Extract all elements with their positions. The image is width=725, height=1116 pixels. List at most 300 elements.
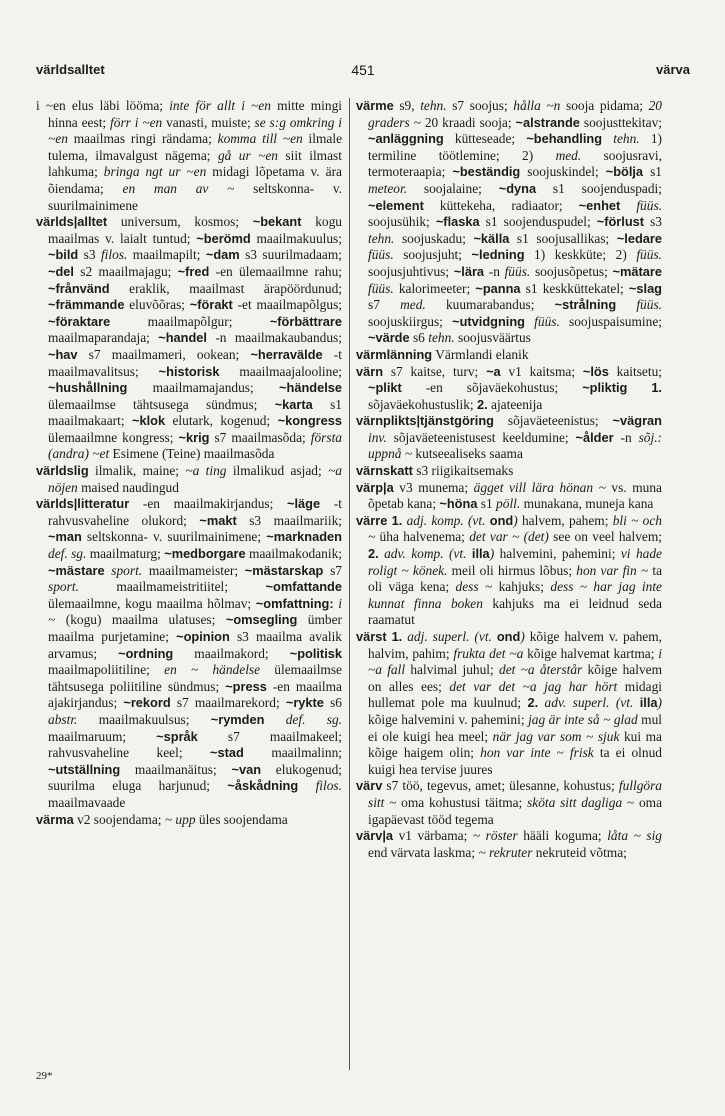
definition-text: -n maailmakaubandus; [206, 330, 342, 346]
definition-text: Värmlandi elanik [432, 346, 529, 362]
example-phrase: sport. [111, 562, 143, 578]
definition-text: v2 soojendama; [73, 811, 165, 827]
headword: värp|a [356, 479, 394, 495]
definition-text: eluvõõras; [124, 297, 190, 313]
definition-text: maailmaturg; [86, 546, 165, 562]
subentry: ~anläggning [368, 131, 444, 147]
subentry: ~marknaden [266, 529, 342, 545]
definition-text: maailmakord; [173, 645, 290, 661]
subentry: 1. [391, 512, 403, 528]
example-phrase: det ~a återstår [499, 662, 583, 678]
dictionary-entry [356, 413, 662, 463]
definition-text: s7 maailmasõda; [209, 429, 311, 445]
definition-text [627, 380, 651, 395]
definition-text: kalorimeeter; [393, 280, 476, 296]
definition-text: 1) termiline töötlemine; 2) [368, 131, 662, 163]
definition-text: end värvata laskma; [368, 844, 479, 860]
dictionary-entry [356, 98, 662, 347]
headword: världslig [36, 463, 89, 479]
subentry: ~ledning [471, 247, 525, 263]
subentry: ~dam [205, 247, 240, 263]
example-phrase: filos. [315, 778, 342, 794]
definition-text: -en sõjaväekohustus; [401, 380, 583, 396]
definition-text: s1 soojenduspadi; [536, 180, 662, 196]
example-phrase: füüs. [368, 280, 394, 296]
example-phrase: abstr. [48, 711, 78, 727]
example-phrase: komma till ~en [217, 131, 303, 147]
example-phrase: füüs. [504, 263, 531, 279]
definition-text: sooja pidama; [560, 98, 649, 113]
definition-text: (kogu) maailma ulatuses; [55, 612, 226, 628]
definition-text: sõjaväekohustuslik; [368, 396, 477, 412]
definition-text: halvimal juhul; [405, 662, 500, 678]
definition-text: s2 maailmajagu; [73, 263, 178, 279]
example-phrase: füüs. [368, 247, 394, 263]
definition-text: -t rahvusvaheline olukord; [48, 496, 342, 528]
example-phrase: 20 graders ~ [368, 98, 662, 130]
subentry: ~källa [473, 230, 510, 246]
example-phrase: ~a nöjen [48, 463, 343, 495]
example-phrase: det var det ~a jag har hört [449, 678, 618, 694]
subentry: illa [471, 546, 490, 562]
definition-text: elukogenud; suurilma eluga harjunud; [48, 761, 342, 794]
example-phrase: adv. superl. (vt. [544, 695, 634, 711]
definition-text: s7 [368, 297, 401, 313]
subentry: ~mätare [612, 263, 662, 279]
subentry: 1. [391, 629, 403, 644]
example-phrase: ~ upp [164, 811, 196, 827]
definition-text: ülemaailmne kongress; [48, 429, 179, 445]
subentry: ~mästare [48, 562, 105, 578]
definition-text: s1 soojusallikas; [509, 230, 617, 246]
subentry: ~vägran [612, 413, 662, 429]
subentry: ~ålder [575, 429, 614, 445]
definition-text: kaitsetu; [608, 363, 663, 379]
subentry: ~mästarskap [244, 562, 324, 578]
definition-text: ülemaailmne, kogu maailma hõlmav; [48, 595, 256, 611]
definition-text: v1 värbama; [393, 828, 473, 844]
definition-text: soojusttekitav; [579, 114, 662, 130]
subentry: ~herravälde [250, 346, 323, 362]
subentry: ~alstrande [515, 114, 580, 130]
definition-text: ülemaailmse tähtsusega poliitiline sündmus; [48, 662, 342, 694]
definition-text: maailmameister; [142, 562, 245, 578]
subentry: ~språk [156, 728, 198, 744]
example-phrase: sköta sitt dagliga ~ [527, 794, 635, 810]
dictionary-entry [36, 812, 342, 829]
definition-text: maised naudingud [77, 479, 179, 495]
definition-text: kahjuks ma ei leidnud seda raamatut [368, 595, 662, 628]
headword: värv [356, 778, 383, 794]
definition-text: i ~en elus läbi lööma; [36, 98, 170, 113]
definition-text: soojuskadu; [394, 230, 474, 246]
example-phrase: tehn. [613, 131, 640, 147]
definition-text: soojusühik; [368, 214, 436, 230]
definition-text: maailmapõlgur; [110, 313, 270, 329]
definition-text: kuumarabandus; [425, 297, 555, 313]
definition-text: maailmapilt; [127, 247, 206, 263]
subentry: ~handel [158, 330, 207, 346]
example-phrase: meteor. [368, 180, 408, 196]
example-phrase: i ~a fall [368, 645, 662, 678]
subentry: ~flaska [435, 214, 480, 230]
definition-text: kutseealiseks saama [412, 446, 523, 462]
example-phrase: adj. komp. (vt. [406, 512, 486, 528]
subentry: ~kongress [277, 413, 342, 429]
subentry: ~bekant [252, 214, 302, 230]
example-phrase: ) [520, 629, 525, 644]
definition-text: kui ma kõige haigem olin; [368, 728, 662, 761]
definition-text: vs. muna õpetab kana; [368, 479, 663, 512]
left-column [36, 98, 342, 828]
subentry: 2. [368, 546, 379, 562]
subentry: 1. [651, 380, 662, 396]
subentry: ~omsegling [225, 612, 298, 628]
subentry: ~karta [274, 396, 313, 412]
subentry: ~främmande [48, 297, 125, 313]
running-header [36, 62, 690, 82]
example-phrase: låta ~ sig [607, 828, 662, 844]
subentry: ~makt [199, 512, 237, 528]
definition-text: ülemaailmse tähtsusega sündmus; [48, 396, 275, 412]
definition-text: maailmalinn; [243, 745, 342, 761]
example-phrase: def. sg. [48, 546, 87, 562]
subentry: ~del [48, 263, 74, 279]
definition-text: kogu maailmas v. laialt tuntud; [48, 214, 342, 246]
example-phrase: första (andra) ~et [48, 429, 342, 462]
definition-text: -t maailmavalitsus; [48, 346, 342, 379]
example-phrase: hålla ~n [513, 98, 561, 113]
definition-text: s6 [323, 695, 342, 711]
example-phrase: adv. komp. (vt. [384, 546, 467, 562]
definition-text: s3 riigikaitsemaks [412, 463, 514, 479]
definition-text: soojusjuht; [393, 247, 472, 263]
subentry: ~förakt [189, 297, 233, 313]
definition-text: küttekeha, radiaator; [423, 197, 579, 213]
definition-text: 1) keskküte; 2) [524, 247, 637, 263]
subentry: ~press [225, 678, 267, 694]
example-phrase: füüs. [636, 297, 662, 313]
example-phrase: bli ~ och ~ [368, 512, 662, 545]
definition-text: maailmakodanik; [245, 546, 342, 562]
subentry: ~element [368, 197, 424, 213]
definition-text: nekruteid võtma; [532, 844, 627, 860]
subentry: ~enhet [578, 197, 621, 213]
definition-text: see on veel halvem; [548, 529, 662, 545]
definition-text: kõige halvem on alles ees; [368, 662, 662, 694]
definition-text: soojuskiirgus; [368, 313, 453, 329]
subentry: ~medborgare [164, 546, 246, 562]
dictionary-entry [356, 513, 662, 629]
definition-text: mitte mingi hinna eest; [48, 98, 342, 130]
definition-text: maailmanäitus; [120, 761, 232, 777]
definition-text: ümber maailma purjetamine; [48, 612, 343, 644]
subentry: ~berömd [196, 230, 251, 246]
definition-text: kõige halvemini v. pahemini; [368, 711, 529, 727]
definition-text: meil oli hirmus lõbus; [447, 562, 577, 578]
example-phrase: pöll. [496, 496, 521, 512]
dictionary-entry [356, 480, 662, 513]
definition-text: s1 soojenduspudel; [479, 214, 597, 230]
dictionary-entry [36, 214, 342, 463]
subentry: ~ordning [118, 645, 174, 661]
definition-text: maailmapoliitiline; [48, 662, 165, 678]
example-phrase: frukta det ~a [453, 645, 524, 661]
example-phrase: fullgöra sitt ~ [368, 778, 662, 810]
definition-text: eraklik, maailmast ärapöördunud; [109, 280, 342, 296]
headword: värre [356, 512, 388, 528]
definition-text: seltskonna- v. suurilmainimene [48, 180, 343, 213]
definition-text: Esimene (Teine) maailmasõda [109, 446, 275, 462]
example-phrase: i ~ [48, 595, 342, 628]
definition-text: elutark, kogenud; [165, 413, 278, 429]
definition-text: -en ülemaailmne rahu; [209, 263, 343, 279]
example-phrase: gå ur ~en [217, 147, 278, 163]
definition-text [525, 314, 534, 329]
definition-text: s9, [393, 98, 421, 113]
definition-text: universum, kosmos; [107, 214, 253, 230]
subentry: ~utställning [48, 761, 121, 777]
headword: värv|a [356, 828, 394, 844]
subentry: ~plikt [368, 380, 402, 396]
example-phrase: ägget vill lära hönan ~ [473, 479, 606, 495]
example-phrase: dess ~ [455, 579, 493, 595]
example-phrase: sõj.: uppnå ~ [368, 429, 662, 462]
dictionary-entry [356, 347, 662, 364]
example-phrase: sport. [48, 579, 79, 595]
example-phrase: ) [513, 512, 518, 528]
subentry: ~förlust [596, 214, 645, 230]
headword: värnskatt [356, 463, 413, 479]
definition-text: üles soojendama [195, 811, 288, 827]
headword: värme [356, 98, 394, 113]
definition-text: s1 [643, 164, 662, 180]
definition-text: oma kohustusi täitma; [396, 794, 528, 810]
example-phrase: hon var inte ~ frisk [480, 745, 594, 761]
subentry: ~hav [48, 346, 78, 362]
subentry: ~ledare [616, 230, 662, 246]
definition-text: midagi hullemat pole ma kuulnud; [368, 678, 662, 711]
dictionary-entry [356, 778, 662, 828]
example-phrase: füüs. [636, 197, 662, 213]
dictionary-entry [36, 98, 342, 214]
example-phrase: förr i ~en [110, 114, 163, 130]
definition-text [602, 131, 613, 146]
definition-text: maailmaajalooline; [219, 363, 342, 379]
header-last-entry: värva [656, 62, 690, 77]
definition-text: seltskonna- v. suurilmainimene; [81, 529, 267, 545]
definition-text [264, 712, 285, 727]
example-phrase: när jag var som ~ sjuk [492, 728, 620, 744]
example-phrase: inv. [368, 429, 387, 445]
example-phrase: en man av ~ [122, 180, 235, 196]
subentry: ~opinion [176, 629, 230, 644]
definition-text: s7 maailmameri, ookean; [77, 346, 251, 362]
subentry: ~lös [582, 363, 609, 379]
dictionary-entry [356, 629, 662, 778]
definition-text [616, 297, 636, 312]
subentry: ~hushållning [48, 380, 128, 396]
definition-text: v1 kaitsma; [500, 363, 583, 379]
example-phrase: med. [400, 297, 426, 313]
subentry: ~bölja [605, 164, 644, 180]
subentry: ~klok [131, 413, 166, 429]
dictionary-entry [36, 463, 342, 496]
example-phrase: jag är inte så ~ glad [528, 711, 638, 727]
definition-text: midagi lõpetama v. ära õiendama; [48, 164, 342, 196]
definition-text: s1 keskküttekatel; [520, 280, 629, 296]
definition-text: maailmavaade [48, 794, 126, 810]
column-divider [349, 98, 350, 1070]
subentry: ~förbättrare [269, 313, 342, 329]
definition-text: maailmamajandus; [127, 380, 280, 396]
example-phrase: det var ~ (det) [469, 529, 549, 545]
definition-text: s3 maailma avalik arvamus; [48, 629, 342, 661]
definition-text: maailmameistritiitel; [78, 579, 266, 595]
definition-text: vanasti, muiste; [162, 114, 255, 130]
definition-text: ilmale tulema, ilmavalgust nägema; [48, 131, 343, 163]
headword: värnplikts|tjänstgöring [356, 413, 494, 429]
definition-text: -n [613, 429, 639, 445]
subentry: ~omfattning: [255, 595, 334, 611]
definition-text: s7 soojus; [446, 98, 514, 113]
example-phrase: tehn. [420, 98, 447, 113]
subentry: ~värde [368, 330, 410, 346]
subentry: ond [489, 512, 514, 528]
dictionary-entry [356, 828, 662, 861]
subentry: ~historisk [158, 363, 220, 379]
definition-text: -et maailmapõlgus; [232, 297, 342, 313]
definition-text: kõige halvem v. pahem, halvim, pahim; [368, 629, 662, 661]
definition-text: v3 munema; [393, 479, 474, 495]
example-phrase: med. [555, 147, 582, 163]
subentry: 2. [476, 396, 488, 412]
right-column [356, 98, 662, 861]
subentry: ~man [48, 529, 82, 545]
subentry: ~fred [177, 263, 210, 279]
definition-text: soojusväärtus [454, 330, 531, 346]
subentry: 2. [527, 695, 539, 711]
example-phrase: se s:g omkring i ~en [48, 114, 343, 147]
definition-text: s3 maailmariik; [236, 512, 342, 528]
example-phrase: bringa ngt ur ~en [103, 164, 207, 180]
definition-text: üha halvenema; [375, 529, 470, 545]
example-phrase: vi hade roligt ~ könek. [368, 546, 662, 578]
page-number: 451 [351, 62, 375, 78]
headword: värst [356, 629, 387, 644]
definition-text: maailmakuulsus; [77, 711, 211, 727]
definition-text: s3 [644, 214, 663, 230]
definition-text: -en maailma ajakirjandus; [48, 678, 343, 711]
definition-text: siit ilmast lahkuma; [48, 147, 342, 180]
example-phrase: dess ~ har jag inte kunnat finna boken [368, 579, 662, 611]
subentry: illa [639, 695, 658, 711]
definition-text: soojusravi, termoteraapia; [368, 147, 662, 180]
definition-text: mul ei ole kuigi hea meel; [368, 711, 662, 744]
subentry: ~panna [475, 280, 521, 296]
subentry: ~strålning [554, 297, 617, 313]
definition-text: maailmas ringi rändama; [67, 131, 218, 147]
definition-text: hääli koguma; [517, 828, 608, 844]
definition-text: ta ei olnud kuigi hea tervise juures [368, 745, 662, 777]
subentry: ~bild [48, 247, 79, 263]
definition-text: 20 kraadi sooja; [420, 114, 516, 130]
example-phrase: filos. [100, 247, 128, 263]
definition-text: s7 maailmarekord; [170, 695, 286, 711]
subentry: ~beständig [452, 164, 521, 180]
subentry: ~rykte [285, 695, 324, 711]
definition-text: -en maailmakirjandus; [129, 496, 288, 512]
subentry: ~pliktig [582, 380, 628, 396]
subentry: ~politisk [289, 645, 342, 661]
subentry: ~rymden [210, 711, 265, 727]
definition-text: maailmakuulus; [250, 230, 342, 246]
definition-text: halvem, pahem; [517, 512, 613, 528]
subentry: ~utvidgning [452, 313, 525, 329]
subentry: ~dyna [498, 180, 537, 196]
definition-text [620, 198, 636, 213]
definition-text: ajateenija [487, 396, 543, 412]
header-first-entry: världsalltet [36, 62, 105, 77]
example-phrase: ~a ting [185, 463, 227, 479]
definition-text: kütteseade; [443, 131, 527, 147]
example-phrase: hon var fin ~ [576, 562, 649, 578]
headword: världs|litteratur [36, 496, 130, 512]
example-phrase: tehn. [428, 330, 455, 346]
example-phrase: füüs. [636, 247, 662, 263]
subentry: ~frånvänd [48, 280, 110, 296]
definition-text: maailmaruum; [48, 728, 157, 744]
definition-text: munakana, muneja kana [520, 496, 654, 512]
definition-text: kõige halvemat kartma; [523, 645, 659, 661]
definition-text: maailmaparandaja; [48, 330, 159, 346]
subentry: ~behandling [526, 131, 603, 147]
subentry: ~a [486, 363, 501, 379]
example-phrase: inte för allt i ~en [169, 98, 271, 113]
subentry: ~krig [178, 429, 210, 445]
definition-text: s7 maailmakeel; rahvusvaheline keel; [48, 728, 342, 761]
definition-text: s7 kaitse, turv; [383, 363, 487, 379]
subentry: ~händelse [279, 380, 342, 396]
definition-text: kahjuks; [492, 579, 551, 595]
subentry: ~omfattande [265, 579, 342, 595]
example-phrase: adj. superl. (vt. [407, 629, 492, 644]
subentry: ~lära [453, 263, 485, 279]
definition-text: s3 [78, 247, 101, 263]
definition-text: soojusjuhtivus; [368, 263, 454, 279]
definition-text: halvemini, pahemini; [494, 546, 621, 562]
headword: världs|alltet [36, 214, 108, 230]
subentry: ~föraktare [48, 313, 111, 329]
definition-text: s6 [409, 330, 429, 346]
example-phrase: tehn. [368, 230, 395, 246]
definition-text: soojuspaisumine; [559, 313, 662, 329]
definition-text: soojuskindel; [520, 164, 606, 180]
definition-text: sõjaväeteenistusest keeldumine; [386, 429, 576, 445]
definition-text: s7 [323, 562, 342, 578]
example-phrase: ) [657, 695, 662, 711]
subentry: ~van [231, 761, 262, 777]
definition-text: soojalaine; [407, 180, 499, 196]
definition-text: s1 maailmakaart; [48, 396, 342, 429]
headword: värma [36, 811, 74, 827]
dictionary-entry [356, 364, 662, 414]
definition-text: s7 töö, tegevus, amet; ülesanne, kohustus; [382, 778, 619, 794]
example-phrase: en ~ händelse [164, 662, 261, 678]
definition-text: soojusõpetus; [530, 263, 613, 279]
dictionary-entry [356, 463, 662, 480]
printer-signature: 29* [36, 1070, 53, 1082]
